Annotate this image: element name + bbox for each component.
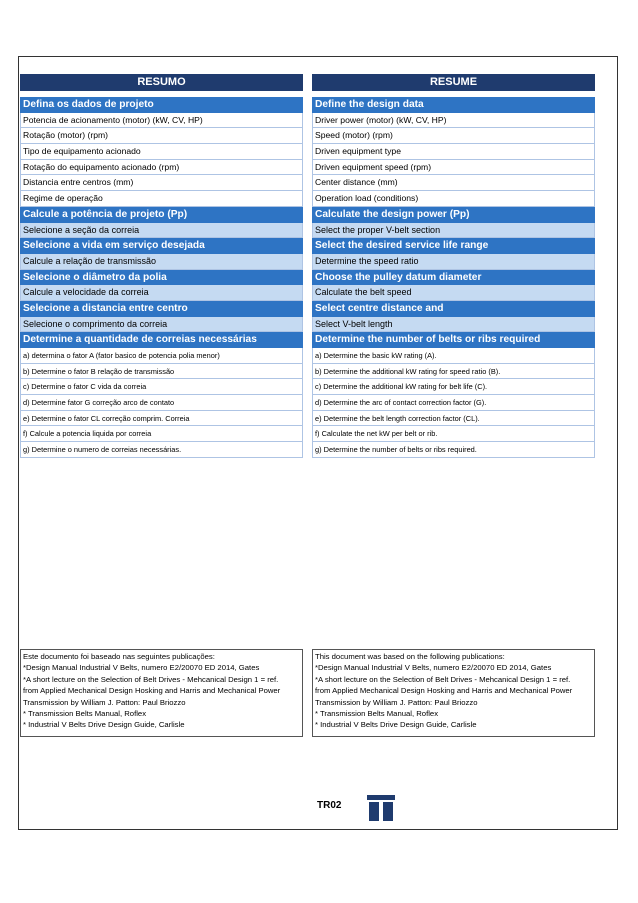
list-item: a) Determine the basic kW rating (A).	[312, 348, 595, 364]
list-item: Operation load (conditions)	[312, 191, 595, 207]
list-item: f) Calculate the net kW per belt or rib.	[312, 426, 595, 442]
list-item: d) Determine fator G correção arco de contato	[20, 395, 303, 411]
list-item: Rotação (motor) (rpm)	[20, 128, 303, 144]
list-item: Determine the speed ratio	[312, 254, 595, 270]
list-item: Calcule a relação de transmissão	[20, 254, 303, 270]
resumo-rows	[20, 97, 303, 458]
resume-header: RESUME	[312, 74, 595, 91]
reference-line: Transmission by William J. Patton: Paul Briozzo	[315, 697, 478, 707]
list-item: Select the proper V-belt section	[312, 223, 595, 239]
reference-line: * Transmission Belts Manual, Roflex	[315, 709, 439, 719]
reference-line: *Design Manual Industrial V Belts, numero E2/20070 ED 2014, Gates	[315, 663, 552, 673]
references-en	[312, 649, 595, 737]
reference-line: *A short lecture on the Selection of Belt Drives - Mehcanical Design 1 = ref.	[315, 674, 571, 684]
resumo-header: RESUMO	[20, 74, 303, 91]
list-item: g) Determine the number of belts or ribs required.	[312, 442, 595, 458]
reference-line: Este documento foi baseado nas seguintes publicações:	[23, 652, 215, 661]
list-item: d) Determine the arc of contact correction factor (G).	[312, 395, 595, 411]
list-item: Tipo de equipamento acionado	[20, 144, 303, 160]
resumo-column	[20, 74, 303, 458]
list-item: Calculate the belt speed	[312, 285, 595, 301]
reference-line: from Applied Mechanical Design Hosking and Harris and Mechanical Power	[315, 686, 573, 696]
list-item: Select V-belt length	[312, 317, 595, 333]
section-heading: Select centre distance and	[312, 301, 595, 317]
section-heading: Select the desired service life range	[312, 238, 595, 254]
list-item: Speed (motor) (rpm)	[312, 128, 595, 144]
document-code: TR02	[317, 800, 342, 811]
reference-line: *A short lecture on the Selection of Belt Drives - Mehcanical Design 1 = ref.	[23, 674, 279, 684]
list-item: Rotação do equipamento acionado (rpm)	[20, 160, 303, 176]
list-item: e) Determine the belt length correction factor (CL).	[312, 411, 595, 427]
section-heading: Determine a quantidade de correias necessárias	[20, 332, 303, 348]
list-item: Calcule a velocidade da correia	[20, 285, 303, 301]
tr-logo-icon	[367, 795, 395, 821]
list-item: b) Determine o fator B relação de transmissão	[20, 364, 303, 380]
reference-line: *Design Manual Industrial V Belts, numero E2/20070 ED 2014, Gates	[23, 663, 260, 673]
reference-line: * Industrial V Belts Drive Design Guide, Carlisle	[23, 720, 185, 730]
list-item: Distancia entre centros (mm)	[20, 175, 303, 191]
section-heading: Define the design data	[312, 97, 595, 113]
list-item: c) Determine the additional kW rating for belt life (C).	[312, 379, 595, 395]
list-item: e) Determine o fator CL correção comprim. Correia	[20, 411, 303, 427]
reference-line: This document was based on the following publications:	[315, 652, 505, 661]
references-pt	[20, 649, 303, 737]
list-item: c) Determine o fator C vida da correia	[20, 379, 303, 395]
list-item: b) Determine the additional kW rating for speed ratio (B).	[312, 364, 595, 380]
list-item: g) Determine o numero de correias necessárias.	[20, 442, 303, 458]
reference-line: from Applied Mechanical Design Hosking and Harris and Mechanical Power	[23, 686, 281, 696]
section-heading: Selecione a vida em serviço desejada	[20, 238, 303, 254]
section-heading: Calculate the design power (Pp)	[312, 207, 595, 223]
resume-column	[312, 74, 595, 458]
section-heading: Selecione o diâmetro da polia	[20, 270, 303, 286]
list-item: Regime de operação	[20, 191, 303, 207]
section-heading: Selecione a distancia entre centro	[20, 301, 303, 317]
list-item: Driven equipment speed (rpm)	[312, 160, 595, 176]
reference-line: Transmission by William J. Patton: Paul Briozzo	[23, 697, 186, 707]
section-heading: Defina os dados de projeto	[20, 97, 303, 113]
section-heading: Calcule a potência de projeto (Pp)	[20, 207, 303, 223]
reference-line: * Industrial V Belts Drive Design Guide, Carlisle	[315, 720, 477, 730]
reference-line: * Transmission Belts Manual, Roflex	[23, 709, 147, 719]
list-item: f) Calcule a potencia liquida por correia	[20, 426, 303, 442]
list-item: Selecione a seção da correia	[20, 223, 303, 239]
section-heading: Choose the pulley datum diameter	[312, 270, 595, 286]
list-item: Driver power (motor) (kW, CV, HP)	[312, 113, 595, 129]
list-item: Driven equipment type	[312, 144, 595, 160]
list-item: a) determina o fator A (fator basico de potencia polia menor)	[20, 348, 303, 364]
list-item: Selecione o comprimento da correia	[20, 317, 303, 333]
section-heading: Determine the number of belts or ribs required	[312, 332, 595, 348]
list-item: Center distance (mm)	[312, 175, 595, 191]
list-item: Potencia de acionamento (motor) (kW, CV, HP)	[20, 113, 303, 129]
resume-rows	[312, 97, 595, 458]
